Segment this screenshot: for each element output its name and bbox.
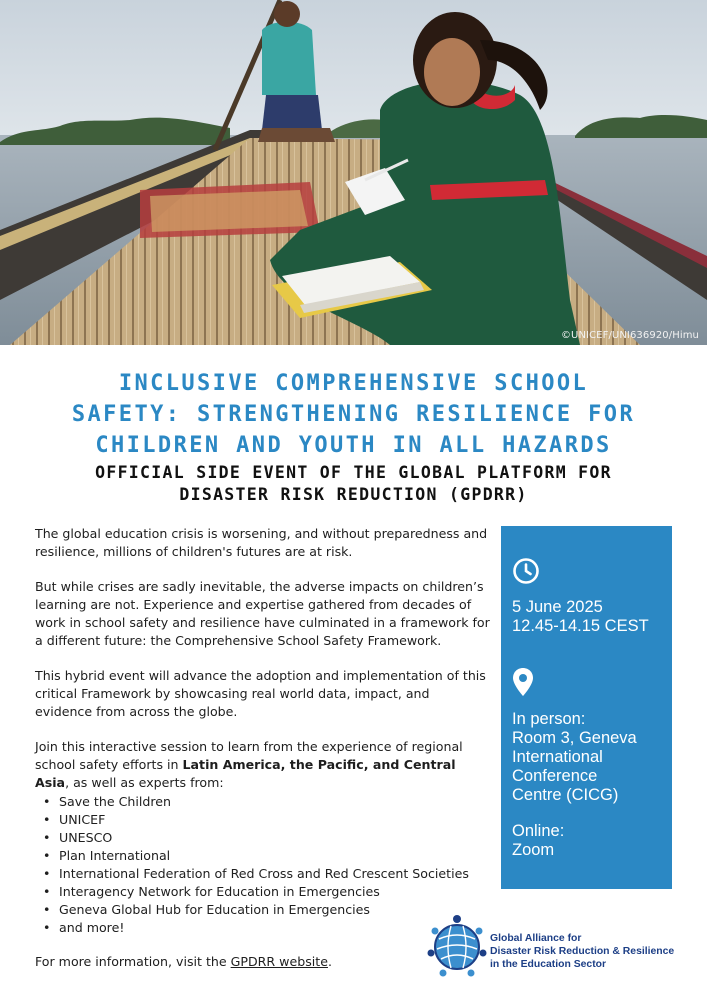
experts-list — [35, 793, 490, 937]
more-info-prefix: For more information, visit the — [35, 954, 231, 969]
location-pin-icon — [512, 667, 534, 697]
event-venue — [512, 710, 670, 805]
list-item: • Interagency Network for Education in Emergencies — [35, 883, 490, 901]
list-item: • UNICEF — [35, 811, 490, 829]
event-date: 5 June 2025 — [512, 598, 603, 616]
event-info-panel — [501, 526, 672, 889]
hero-photo — [0, 0, 707, 345]
session-paragraph — [35, 738, 490, 792]
more-info-suffix: . — [327, 954, 332, 969]
logo-line: Global Alliance for — [490, 933, 582, 944]
event-subtitle — [40, 462, 667, 506]
list-item: • Save the Children — [35, 793, 490, 811]
intro-paragraph: The global education crisis is worsening, and without preparedness and resilience, millions of children's futures are at risk. — [35, 526, 488, 559]
online-platform: Zoom — [512, 841, 555, 859]
venue-line: Conference — [512, 767, 598, 785]
list-item: • Geneva Global Hub for Education in Emergencies — [35, 901, 490, 919]
title-line: CHILDREN AND YOUTH IN ALL HAZARDS — [95, 433, 612, 458]
context-paragraph: But while crises are sadly inevitable, the adverse impacts on children’s learning are not. Experience and expertise gathered from decades of work in school safety and resilience have culminated in a framework for a different future: the Comprehensive School Safety Framework. — [35, 579, 490, 648]
title-line: SAFETY: STRENGTHENING RESILIENCE FOR — [71, 402, 636, 427]
session-text-start: Join this interactive session to learn from the experience of regional school safety efforts in — [35, 739, 463, 772]
session-text-end: , as well as experts from: — [65, 775, 224, 790]
venue-line: Room 3, Geneva — [512, 729, 637, 747]
subtitle-line: DISASTER RISK REDUCTION (GPDRR) — [179, 485, 528, 504]
list-item: • International Federation of Red Cross and Red Crescent Societies — [35, 865, 490, 883]
more-info-line — [35, 953, 332, 971]
photo-credit: ©UNICEF/UNI636920/Himu — [560, 330, 699, 341]
venue-line: International — [512, 748, 603, 766]
logo-wordmark — [490, 932, 674, 971]
event-title — [20, 368, 687, 461]
purpose-paragraph: This hybrid event will advance the adoption and implementation of this critical Framework by showcasing real world data, impact, and evidence from across the globe. — [35, 668, 486, 719]
hero-illustration — [0, 0, 707, 345]
logo-line: in the Education Sector — [490, 959, 607, 970]
title-line: INCLUSIVE COMPREHENSIVE SCHOOL — [118, 371, 589, 396]
gpdrr-website-link[interactable]: GPDRR website — [230, 954, 328, 969]
subtitle-line: OFFICIAL SIDE EVENT OF THE GLOBAL PLATFORM FOR — [95, 463, 612, 482]
in-person-label: In person: — [512, 710, 586, 728]
online-label: Online: — [512, 822, 565, 840]
list-item: • and more! — [35, 919, 490, 937]
clock-icon — [512, 557, 540, 585]
regions-text: Latin America, the Pacific, and Central Asia — [35, 757, 456, 790]
event-description — [35, 525, 490, 937]
event-datetime — [512, 598, 667, 636]
list-item: • UNESCO — [35, 829, 490, 847]
venue-line: Centre (CICG) — [512, 786, 619, 804]
event-time: 12.45-14.15 CEST — [512, 617, 649, 635]
logo-line: Disaster Risk Reduction & Resilience — [490, 946, 675, 957]
online-info — [512, 822, 667, 860]
list-item: • Plan International — [35, 847, 490, 865]
